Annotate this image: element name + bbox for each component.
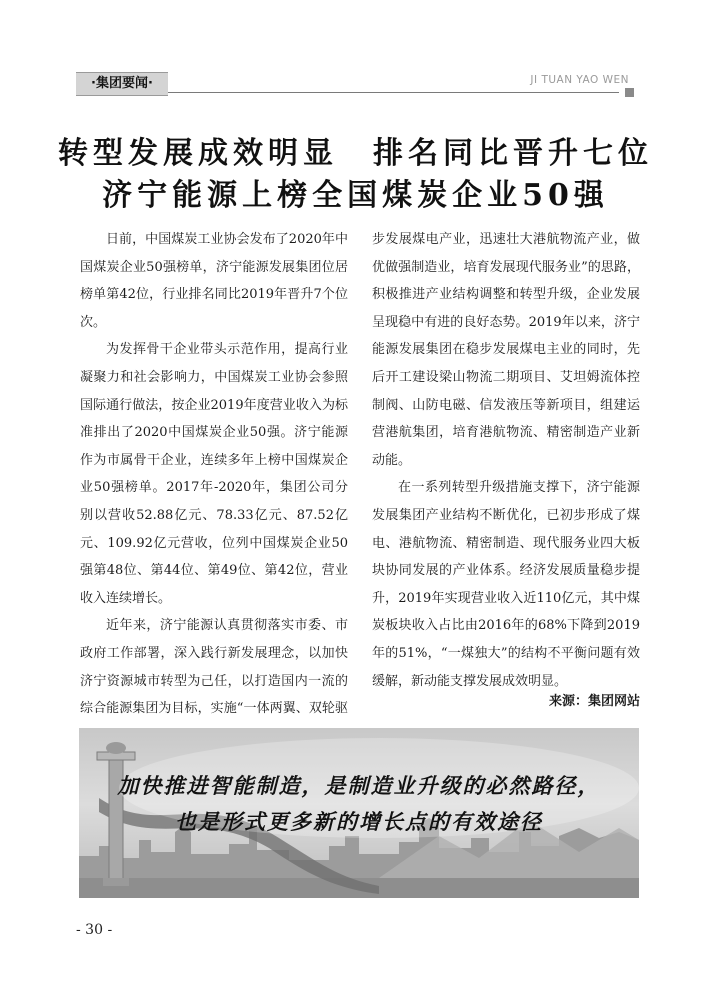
article-title-line1: 转型发展成效明显 排名同比晋升七位	[58, 136, 653, 171]
article-column-left	[80, 226, 348, 750]
paragraph: 日前，中国煤炭工业协会发布了2020年中国煤炭企业50强榜单，济宁能源发展集团位居榜单第42位，行业排名同比2019年晋升7个位次。	[80, 232, 348, 330]
slogan-banner	[79, 728, 639, 898]
paragraph: 在一系列转型升级措施支撑下，济宁能源发展集团产业结构不断优化，已初步形成了煤电、港航物流、精密制造、现代服务业四大板块协同发展的产业体系。经济发展质量稳步提升，2019年实现营业收入近110亿元，其中煤炭板块收入占比由2016年的68%下降到2019年的51%，“一煤独大”的结构不平衡问题有效缓解，新动能支撑发展成效明显。	[372, 480, 640, 689]
banner-slogan-line2: 也是形式更多新的增长点的有效途径	[175, 809, 543, 834]
section-label: ·集团要闻·	[76, 72, 168, 96]
paragraph: 近年来，济宁能源认真贯彻落实市委、市政府工作部署，深入践行新发展理念，以加快济宁资源城市转型为己任，以打造国内一流的综合能源集团为目标，实施“一体两翼、双轮驱	[80, 618, 348, 717]
paragraph: 为发挥骨干企业带头示范作用，提高行业凝聚力和社会影响力，中国煤炭工业协会参照国际通行做法，按企业2019年度营业收入为标准排出了2020中国煤炭企业50强。济宁能源作为市属骨干企业，连续多年上榜中国煤炭企业50强榜单。2017年-2020年，集团公司分别以营收52.88亿元、78.33亿元、87.52亿元、109.92亿元营收，位列中国煤炭企业50强第48位、第44位、第49位、第42位，营业收入连续增长。	[80, 342, 348, 606]
section-label-en: JI TUAN YAO WEN	[530, 74, 629, 86]
article-title-line2: 济宁能源上榜全国煤炭企业50强	[102, 178, 609, 213]
paragraph: 步发展煤电产业，迅速壮大港航物流产业，做优做强制造业，培育发展现代服务业”的思路，积极推进产业结构调整和转型升级，企业发展呈现稳中有进的良好态势。2019年以来，济宁能源发展集团在稳步发展煤电主业的同时，先后开工建设梁山物流二期项目、艾坦姆流体控制阀、山防电磁、信发液压等新项目，组建运营港航集团，培育港航物流、精密制造产业新动能。	[372, 232, 640, 468]
header-square-mark	[625, 88, 634, 97]
page-number: - 30 -	[76, 922, 113, 938]
banner-slogan-line1: 加快推进智能制造，是制造业升级的必然路径，	[117, 773, 601, 798]
article-source: 来源：集团网站	[548, 694, 640, 709]
header-rule	[168, 92, 619, 93]
article-column-right	[372, 226, 640, 695]
